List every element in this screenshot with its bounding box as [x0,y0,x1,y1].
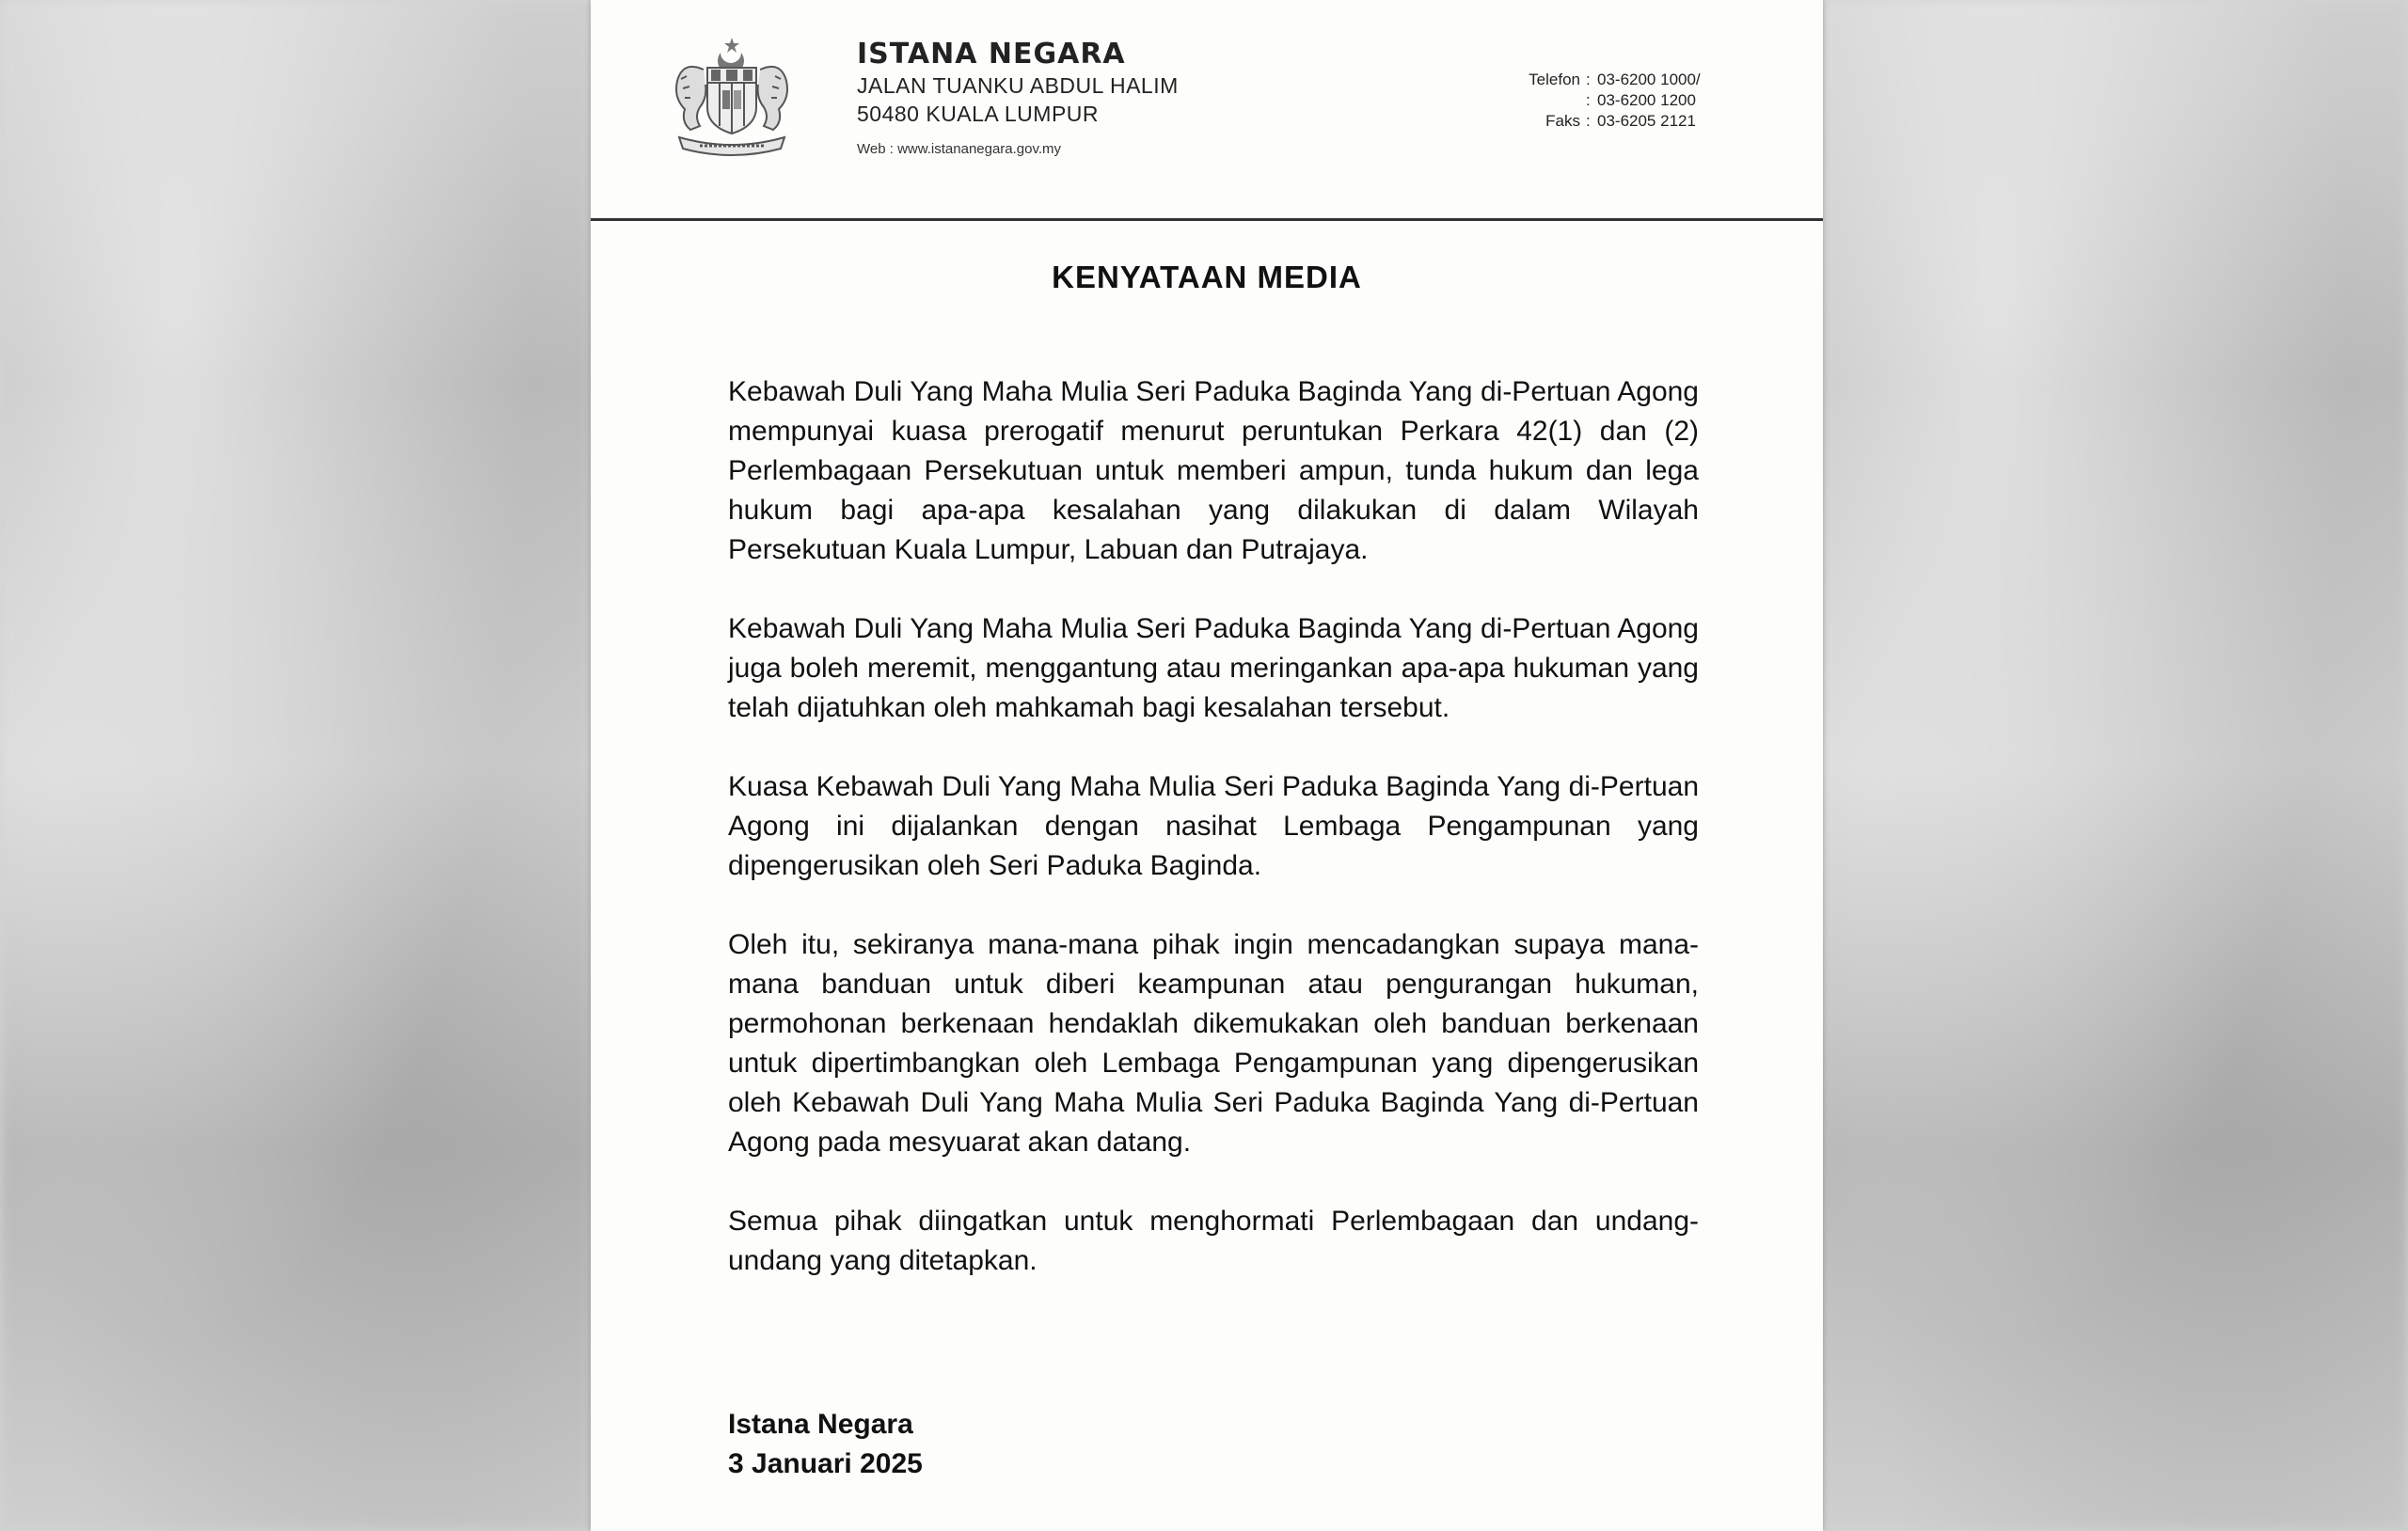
paragraph-2: Kebawah Duli Yang Maha Mulia Seri Paduka Baginda Yang di-Pertuan Agong juga boleh meremit, menggantung atau meringankan apa-apa hukuman yang telah dijatuhkan oleh mahkamah bagi kesalahan tersebut. [728,613,1699,723]
coat-of-arms-icon [666,32,798,164]
signoff-date: 3 Januari 2025 [728,1448,923,1479]
contact-row-faks [1513,111,1701,132]
contact-separator: : [1586,71,1591,88]
website-text: Web : www.istananegara.gov.my [857,141,1062,157]
contact-block [1513,70,1701,132]
contact-label: Faks [1545,112,1580,130]
blurred-background-left [0,0,593,1531]
header-divider [591,218,1823,221]
paragraph-5: Semua pihak diingatkan untuk menghormati Perlembagaan dan undang-undang yang ditetapkan. [728,1206,1699,1276]
signoff-block [728,1405,923,1484]
contact-value: 03-6205 2121 [1597,112,1696,130]
blurred-background-right [1820,0,2408,1531]
contact-value: 03-6200 1000/ [1597,71,1701,88]
address-line-2: 50480 KUALA LUMPUR [857,102,1100,126]
organization-name: ISTANA NEGARA [857,38,1126,71]
contact-row-telefon [1513,70,1701,90]
contact-separator: : [1586,91,1591,109]
statement-body [728,372,1699,1320]
paragraph-4: Oleh itu, sekiranya mana-mana pihak ingin mencadangkan supaya mana-mana banduan untuk diberi keampunan atau pengurangan hukuman, permohonan berkenaan hendaklah dikemukakan oleh banduan berkenaan untuk dipertimbangkan oleh Lembaga Pengampunan yang dipengerusikan oleh Kebawah Duli Yang Maha Mulia Seri Paduka Baginda Yang di-Pertuan Agong pada mesyuarat akan datang. [728,929,1699,1158]
paragraph-3: Kuasa Kebawah Duli Yang Maha Mulia Seri Paduka Baginda Yang di-Pertuan Agong ini dijalankan dengan nasihat Lembaga Pengampunan yang dipengerusikan oleh Seri Paduka Baginda. [728,771,1699,881]
paragraph-1: Kebawah Duli Yang Maha Mulia Seri Paduka Baginda Yang di-Pertuan Agong mempunyai kuasa prerogatif menurut peruntukan Perkara 42(1) dan (2) Perlembagaan Persekutuan untuk memberi ampun, tunda hukum dan lega hukum bagi apa-apa kesalahan yang dilakukan di dalam Wilayah Persekutuan Kuala Lumpur, Labuan dan Putrajaya. [728,376,1699,565]
document-title: KENYATAAN MEDIA [1052,260,1362,294]
contact-label: Telefon [1529,71,1580,88]
address-line-1: JALAN TUANKU ABDUL HALIM [857,73,1179,98]
contact-separator: : [1586,112,1591,130]
contact-label [1513,90,1586,111]
contact-row-telefon-2 [1513,90,1701,111]
signoff-place: Istana Negara [728,1409,913,1440]
document-page [591,0,1823,1531]
letterhead-address-block [857,38,1179,157]
contact-value: 03-6200 1200 [1597,91,1696,109]
